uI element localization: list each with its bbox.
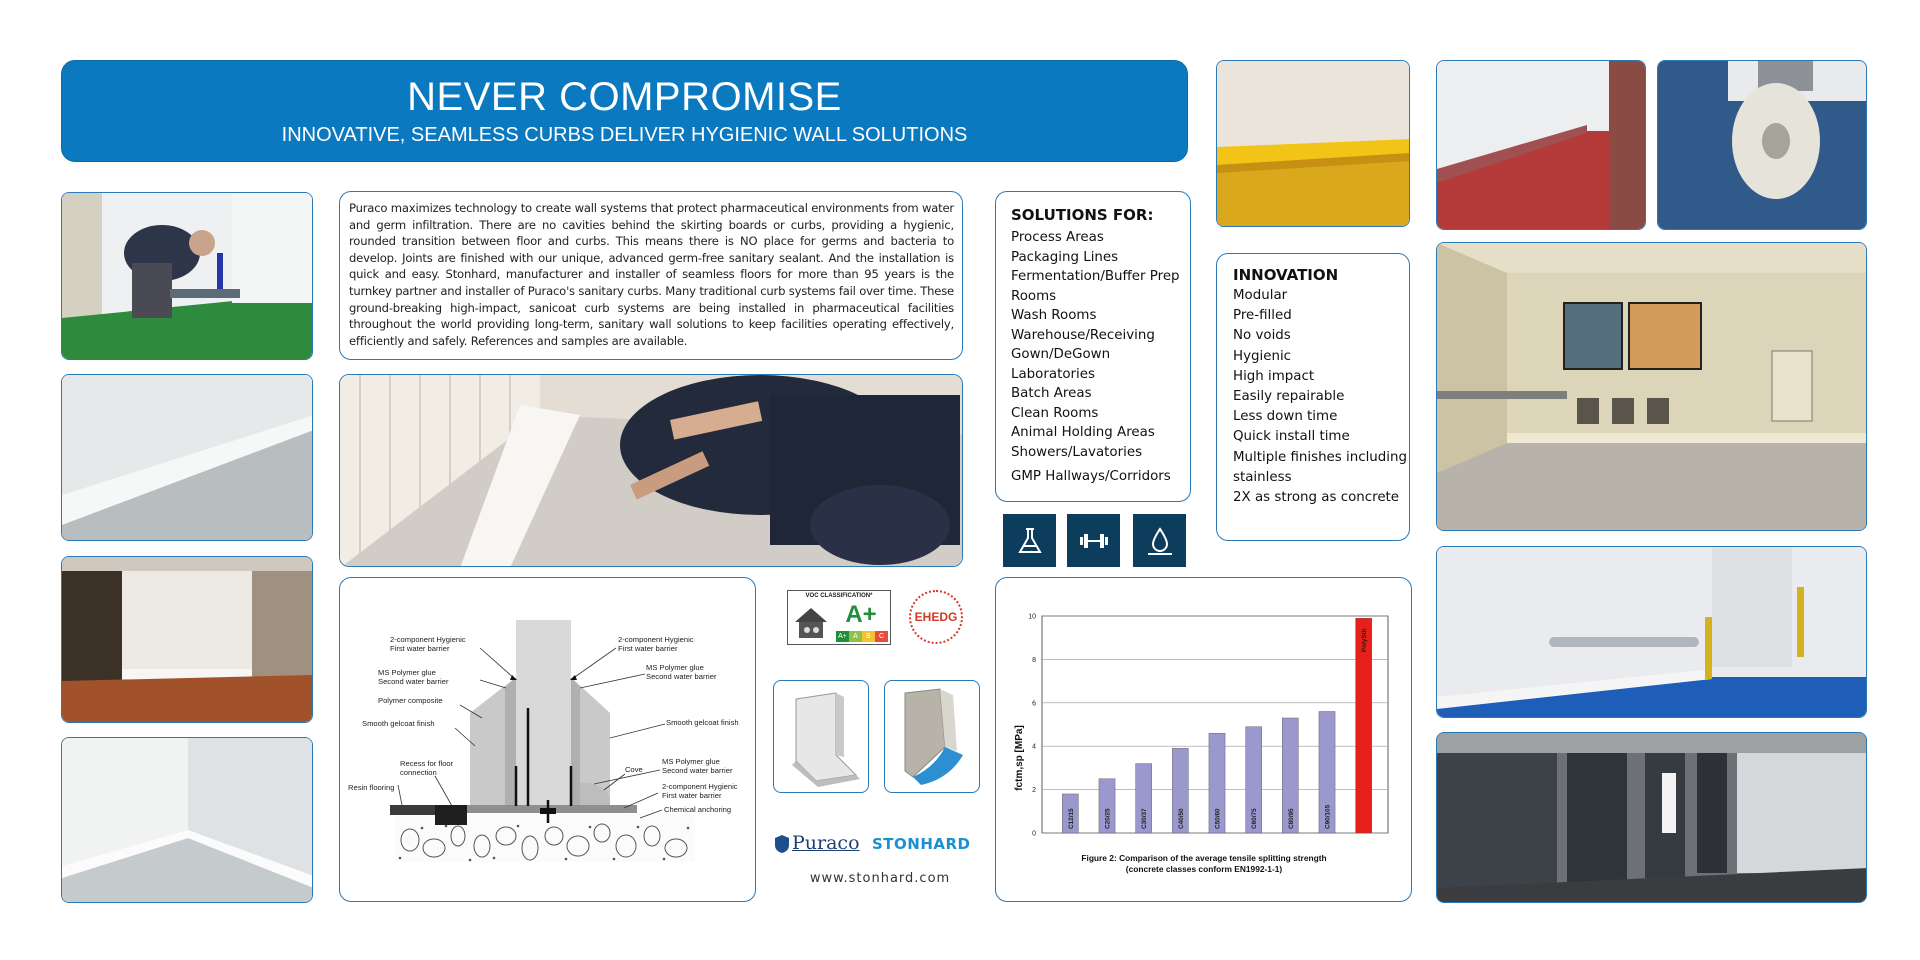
dumbbell-icon: [1067, 514, 1120, 567]
list-item: Showers/Lavatories: [1011, 444, 1143, 460]
chart-y-tick-label: 4: [1032, 743, 1036, 751]
diagram-label: Smooth gelcoat finish: [362, 719, 435, 728]
diagram-label: 2-component Hygienic: [390, 635, 466, 644]
curb-profile-blue: [884, 680, 980, 793]
chart-y-tick-label: 8: [1032, 656, 1036, 664]
diagram-label: Second water barrier: [646, 672, 717, 681]
flask-icon: [1003, 514, 1056, 567]
photo-red-floor-corridor: [1436, 60, 1646, 230]
diagram-label: Smooth gelcoat finish: [666, 718, 739, 727]
list-item: Animal Holding Areas: [1011, 425, 1155, 440]
list-item: Clean Rooms: [1011, 405, 1099, 421]
chart-caption-line1: Figure 2: Comparison of the average tensile splitting strength: [1081, 853, 1327, 863]
chart-y-tick-label: 10: [1028, 613, 1036, 621]
list-item: Easily repairable: [1233, 389, 1345, 405]
list-item: Fermentation/Buffer Prep: [1011, 269, 1180, 284]
list-item: Modular: [1233, 288, 1288, 303]
list-item: Less down time: [1233, 409, 1338, 425]
diagram-label: Polymer composite: [378, 696, 443, 705]
list-item: Packaging Lines: [1011, 249, 1119, 265]
diagram-label: 2-component Hygienic: [662, 782, 738, 791]
tensile-strength-chart-panel: [995, 577, 1412, 902]
diagram-label: Second water barrier: [662, 766, 733, 775]
list-item: Wash Rooms: [1011, 308, 1097, 323]
photo-dark-doors-corridor: [1436, 732, 1867, 903]
voc-grade: A+: [845, 601, 877, 628]
ehedg-logo: [909, 590, 963, 644]
house-icon: [791, 604, 831, 640]
diagram-label: First water barrier: [390, 644, 450, 653]
chart-bar-label: C90/105: [1324, 804, 1332, 829]
diagram-label: connection: [400, 768, 437, 777]
innovation-list-panel: [1216, 253, 1410, 541]
photo-cleanroom-interior: [1436, 242, 1867, 531]
diagram-label: Chemical anchoring: [664, 805, 732, 814]
list-item: Laboratories: [1011, 366, 1095, 382]
photo-corridor-red-floor: [61, 556, 313, 723]
puraco-logo: [774, 832, 864, 858]
diagram-label: MS Polymer glue: [378, 668, 436, 677]
list-item: No voids: [1233, 328, 1291, 344]
puraco-text: Puraco: [792, 832, 860, 854]
chart-bar-label: C12/15: [1067, 808, 1075, 829]
innovation-title: INNOVATION: [1233, 266, 1339, 284]
list-item: Rooms: [1011, 288, 1057, 304]
chart-y-tick-label: 2: [1032, 787, 1036, 795]
diagram-label: Second water barrier: [378, 677, 449, 686]
banner-title: NEVER COMPROMISE: [407, 75, 842, 119]
water-drop-icon: [1133, 514, 1186, 567]
list-item: Hygienic: [1233, 348, 1292, 364]
banner-subtitle: INNOVATIVE, SEAMLESS CURBS DELIVER HYGIENIC WALL SOLUTIONS: [281, 124, 968, 146]
intro-text-panel: [339, 191, 963, 360]
list-item: Gown/DeGown: [1011, 347, 1111, 362]
shield-icon: [774, 834, 790, 854]
diagram-label: MS Polymer glue: [646, 663, 704, 672]
chart-y-tick-label: 6: [1032, 700, 1036, 708]
solutions-title: SOLUTIONS FOR:: [1011, 206, 1154, 224]
diagram-label: Recess for floor: [400, 759, 454, 768]
list-item: Multiple finishes including: [1233, 449, 1408, 465]
voc-scale-item: A+: [836, 631, 849, 642]
diagram-label: Resin flooring: [348, 783, 395, 792]
voc-classification-badge: [787, 590, 891, 645]
list-item: Quick install time: [1233, 429, 1350, 445]
list-item: Warehouse/Receiving: [1011, 327, 1155, 343]
voc-scale-item: C: [875, 631, 888, 642]
website-url[interactable]: www.stonhard.com: [809, 871, 951, 886]
tensile-strength-chart: [996, 578, 1412, 902]
chart-bar-label: C30/37: [1141, 808, 1149, 829]
chart-bar-label: C20/25: [1104, 808, 1112, 829]
chart-y-axis-label: fctm,sp [MPa]: [1014, 725, 1025, 791]
diagram-label: First water barrier: [662, 791, 722, 800]
intro-paragraph: Puraco maximizes technology to create wall systems that protect pharmaceutical environments from water and germ infiltration. There are no cavities behind the skirting boards or curbs, providing a hygienic, rounded transition between floor and curbs. This means there is NO place for germs and bacteria to develop. Joints are finished with our unique, advanced germ-free sanitary sealant. And the installation is quick and easy. Stonhard, manufacturer and installer of seamless floors for more than 95 years is the turnkey partner and installer of Puraco's sanitary curbs. Many traditional curb systems fail over time. These ground-breaking high-impact, sanicoat curb systems are being installed in pharmaceutical facilities throughout the world providing long-term, sanitary wall solutions to keep facilities operating effectively, efficiently and safely. References and samples are available.: [349, 201, 954, 348]
chart-bar-label: C60/75: [1251, 808, 1259, 829]
list-item: Pre-filled: [1233, 308, 1292, 324]
list-item: stainless: [1233, 469, 1292, 485]
list-item: 2X as strong as concrete: [1233, 490, 1400, 506]
header-banner: [61, 60, 1188, 162]
photo-blue-floor-guard: [1436, 546, 1867, 718]
diagram-label: Cove: [625, 765, 643, 774]
chart-bar-label: C50/60: [1214, 808, 1222, 829]
chart-bar-label: C80/95: [1287, 808, 1295, 829]
photo-white-corner: [61, 737, 313, 903]
diagram-label: 2-component Hygienic: [618, 635, 694, 644]
photo-caster-wheel: [1657, 60, 1867, 230]
voc-scale-item: B: [862, 631, 875, 642]
photo-worker-installing: [61, 192, 313, 360]
voc-scale-item: A: [849, 631, 862, 642]
chart-caption-line2: (concrete classes conform EN1992-1-1): [1125, 864, 1283, 874]
chart-bar-label: C40/50: [1177, 808, 1185, 829]
photo-worker-kneeling: [339, 374, 963, 567]
chart-y-tick-label: 0: [1032, 830, 1036, 838]
list-item: High impact: [1233, 368, 1315, 384]
photo-white-curb-closeup: [61, 374, 313, 541]
list-item: GMP Hallways/Corridors: [1011, 469, 1171, 484]
list-item: Process Areas: [1011, 230, 1104, 245]
curb-cross-section-diagram: [339, 577, 756, 902]
list-item: Batch Areas: [1011, 386, 1092, 401]
chart-bar-label: PolyStb: [1361, 628, 1369, 653]
voc-title: VOC CLASSIFICATION*: [805, 593, 873, 599]
photo-yellow-curb: [1216, 60, 1410, 227]
curb-profile-white: [773, 680, 869, 793]
diagram-label: MS Polymer glue: [662, 757, 720, 766]
solutions-list-panel: [995, 191, 1191, 502]
ehedg-text: EHEDG: [914, 610, 958, 624]
stonhard-logo: STONHARD: [872, 835, 971, 853]
diagram-label: First water barrier: [618, 644, 678, 653]
